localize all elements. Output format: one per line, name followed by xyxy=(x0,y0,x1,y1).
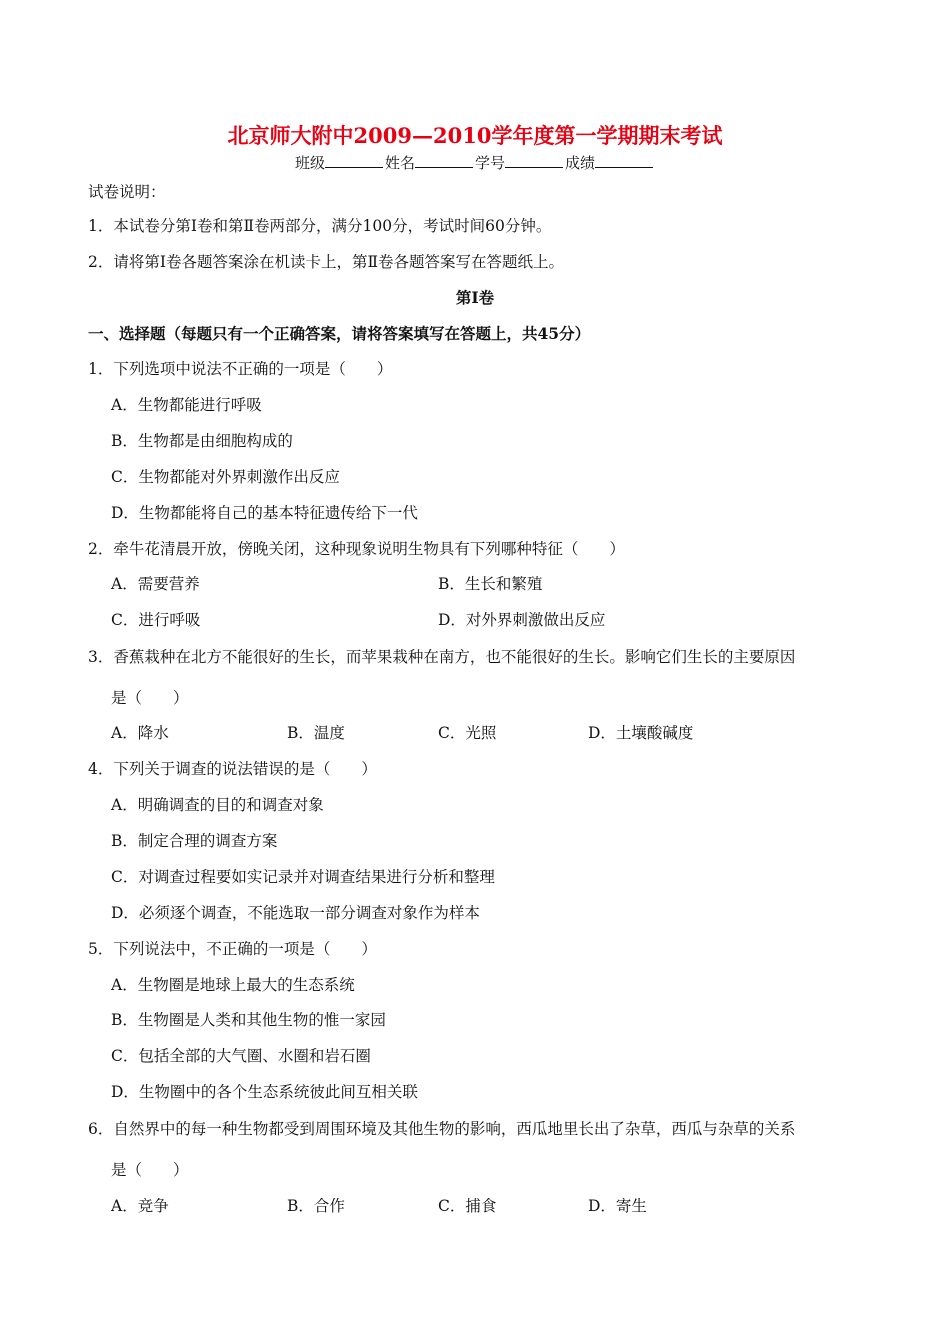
question-option: B．合作 xyxy=(287,1197,345,1215)
exam-title: 北京师大附中2009—2010学年度第一学期期末考试 xyxy=(227,123,723,148)
question-stem: 1．下列选项中说法不正确的一项是（ ） xyxy=(88,360,393,378)
question-option: D．生物圈中的各个生态系统彼此间互相关联 xyxy=(111,1083,418,1101)
question-option: C．进行呼吸 xyxy=(111,611,201,629)
field-class-label: 班级 xyxy=(294,154,325,172)
question-option: B．温度 xyxy=(287,724,345,742)
question-stem: 6．自然界中的每一种生物都受到周围环境及其他生物的影响，西瓜地里长出了杂草，西瓜与杂草的关系 xyxy=(88,1120,796,1138)
field-name-label: 姓名 xyxy=(384,154,415,172)
field-number-blank xyxy=(505,153,563,168)
question-option: C．对调查过程要如实记录并对调查结果进行分析和整理 xyxy=(111,868,495,886)
question-option: C．捕食 xyxy=(438,1197,497,1215)
question-option: A．生物都能进行呼吸 xyxy=(111,396,262,414)
field-name-blank xyxy=(415,153,473,168)
question-stem: 5．下列说法中，不正确的一项是（ ） xyxy=(88,940,377,958)
section-heading: 一、选择题（每题只有一个正确答案，请将答案填写在答题上，共45分） xyxy=(88,324,591,343)
question-option: D．生物都能将自己的基本特征遗传给下一代 xyxy=(111,504,418,522)
student-info-fields xyxy=(0,152,950,173)
question-option: C．包括全部的大气圈、水圈和岩石圈 xyxy=(111,1047,371,1065)
question-option: A．需要营养 xyxy=(111,575,200,593)
question-option: C．生物都能对外界刺激作出反应 xyxy=(111,468,340,486)
question-option: D．寄生 xyxy=(588,1197,647,1215)
question-option: D．必须逐个调查，不能选取一部分调查对象作为样本 xyxy=(111,904,480,922)
question-stem: 2．牵牛花清晨开放，傍晚关闭，这种现象说明生物具有下列哪种特征（ ） xyxy=(88,540,625,558)
instructions-heading: 试卷说明： xyxy=(88,183,166,201)
question-stem-continued: 是（ ） xyxy=(111,1161,189,1179)
question-option: D．土壤酸碱度 xyxy=(588,724,694,742)
question-option: D．对外界刺激做出反应 xyxy=(438,611,606,629)
question-stem: 3．香蕉栽种在北方不能很好的生长，而苹果栽种在南方，也不能很好的生长。影响它们生长的主要原因 xyxy=(88,648,796,666)
instruction-item: 1．本试卷分第Ⅰ卷和第Ⅱ卷两部分，满分100分，考试时间60分钟。 xyxy=(88,217,552,235)
field-number-label: 学号 xyxy=(475,154,506,172)
field-score-label: 成绩 xyxy=(565,154,596,172)
question-option: A．降水 xyxy=(111,724,169,742)
question-option: B．制定合理的调查方案 xyxy=(111,832,278,850)
question-option: A．竞争 xyxy=(111,1197,169,1215)
question-stem: 4．下列关于调查的说法错误的是（ ） xyxy=(88,760,377,778)
question-stem-continued: 是（ ） xyxy=(111,689,189,707)
question-option: A．生物圈是地球上最大的生态系统 xyxy=(111,976,355,994)
instruction-item: 2．请将第Ⅰ卷各题答案涂在机读卡上，第Ⅱ卷各题答案写在答题纸上。 xyxy=(88,253,565,271)
question-option: B．生长和繁殖 xyxy=(438,575,543,593)
part1-title: 第Ⅰ卷 xyxy=(455,288,495,307)
field-class-blank xyxy=(325,153,383,168)
question-option: C．光照 xyxy=(438,724,497,742)
question-option: A．明确调查的目的和调查对象 xyxy=(111,796,324,814)
field-score-blank xyxy=(595,153,653,168)
question-option: B．生物圈是人类和其他生物的惟一家园 xyxy=(111,1011,386,1029)
question-option: B．生物都是由细胞构成的 xyxy=(111,432,293,450)
